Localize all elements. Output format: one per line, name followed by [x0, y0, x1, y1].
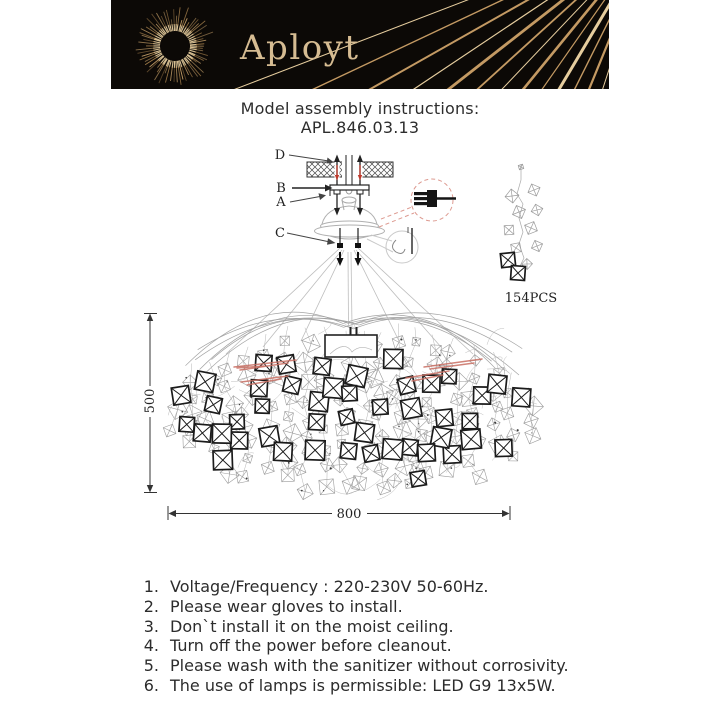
height-dimension-label: 500: [143, 388, 158, 414]
instruction-item: [141, 617, 621, 637]
label-c: C: [275, 226, 285, 241]
instruction-item: [141, 676, 621, 696]
instruction-text: The use of lamps is permissible: LED G9 13x5W.: [170, 675, 556, 695]
page-title: Model assembly instructions:: [240, 99, 480, 118]
instruction-text: Voltage/Frequency : 220-230V 50-60Hz.: [170, 577, 489, 596]
instruction-number: 6.: [143, 675, 159, 695]
center-plate: [325, 327, 377, 357]
label-d: D: [274, 148, 286, 163]
terminal-block-icon: [414, 190, 456, 207]
wire-connector-detail: [379, 179, 456, 227]
instruction-number: 5.: [143, 656, 159, 676]
ceiling-mount-detail: [307, 155, 393, 267]
label-a: A: [276, 195, 286, 210]
instruction-text: Please wash with the sanitizer without corrosivity.: [170, 656, 569, 676]
instruction-text: Don`t install it on the moist ceiling.: [170, 616, 454, 636]
instruction-number: 4.: [143, 636, 159, 656]
instruction-item: [141, 636, 621, 656]
instruction-item: [141, 597, 621, 617]
title-block: [0, 99, 720, 137]
brand-header: [111, 0, 609, 89]
brand-wordmark: Aployt: [240, 28, 360, 68]
instruction-text: Turn off the power before cleanout.: [170, 636, 452, 656]
pieces-count-label: 154PCS: [504, 291, 558, 306]
header-art: [111, 0, 609, 89]
instruction-text: Please wear gloves to install.: [170, 596, 403, 616]
instructions-list: [141, 577, 621, 696]
instruction-item: [141, 577, 621, 597]
assembly-diagram: [0, 140, 720, 560]
instruction-number: 2.: [143, 596, 159, 616]
crystal-strand-detail: [500, 163, 545, 281]
instruction-number: 3.: [143, 616, 159, 636]
model-number: APL.846.03.13: [300, 118, 420, 137]
starburst-logo-icon: [136, 7, 213, 85]
instruction-item: [141, 656, 621, 676]
instruction-number: 1.: [143, 577, 159, 596]
width-dimension-label: 800: [336, 507, 362, 522]
label-b: B: [276, 181, 286, 196]
